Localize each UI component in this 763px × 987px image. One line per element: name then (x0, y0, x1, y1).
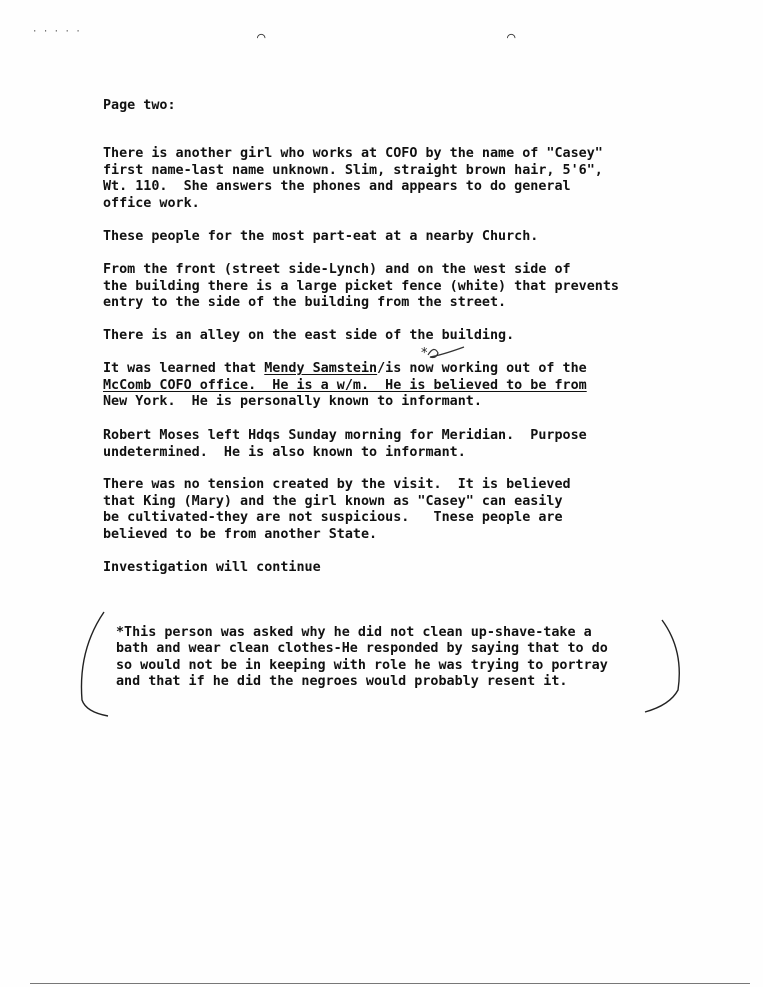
line: There was no tension created by the visit. It is believed (103, 477, 571, 492)
line: office work. (103, 195, 200, 211)
paragraph-church (103, 229, 538, 246)
underlined-name: Mendy Samstein (264, 361, 378, 376)
line: that King (Mary) and the girl known as "Casey" can easily (103, 493, 563, 509)
line: Wt. 110. She answers the phones and appears to do general (103, 179, 571, 195)
bottom-rule (30, 983, 750, 984)
paragraph-tension (103, 477, 571, 543)
line: be cultivated-they are not suspicious. Tnese people are (103, 510, 563, 526)
paragraph-fence (103, 262, 619, 312)
paragraph-casey (103, 146, 603, 212)
page-heading: Page two: (103, 98, 176, 113)
paragraph-moses (103, 428, 587, 461)
paragraph-conclusion (103, 560, 321, 577)
paragraph-samstein (103, 361, 587, 411)
line: These people for the most part-eat at a nearby Church. (103, 229, 539, 244)
hole-punch-mark-right: ⌒ (507, 29, 516, 45)
line: first name-last name unknown. Slim, straight brown hair, 5'6", (103, 162, 603, 178)
line: There is another girl who works at COFO by the name of "Casey" (103, 146, 603, 161)
left-bracket (81, 612, 108, 716)
line: entry to the side of the building from the street. (103, 295, 507, 311)
line: bath and wear clean clothes-He responded by saying that to do (116, 641, 608, 657)
text-segment: It was learned that (103, 361, 265, 376)
line: McComb COFO office. He is a w/m. He is believed to be from (103, 377, 587, 393)
right-bracket (645, 620, 679, 712)
line: undetermined. He is also known to informant. (103, 444, 466, 460)
paragraph-alley (103, 328, 514, 345)
handwritten-asterisk: * (421, 346, 428, 361)
line: and that if he did the negroes would probably resent it. (116, 674, 568, 690)
line: *This person was asked why he did not clean up-shave-take a (116, 625, 592, 640)
handwritten-scribble (428, 347, 464, 358)
line: New York. He is personally known to informant. (103, 394, 482, 410)
line: From the front (street side-Lynch) and on the west side of (103, 262, 571, 277)
line: so would not be in keeping with role he was trying to portray (116, 657, 608, 673)
line: Investigation will continue (103, 560, 321, 575)
text-segment: /is now working out of the (377, 361, 587, 376)
hole-punch-mark-left: ⌒ (257, 29, 266, 45)
line: There is an alley on the east side of the building. (103, 328, 515, 343)
line: believed to be from another State. (103, 526, 378, 542)
top-left-specks: · · · · · (32, 27, 81, 37)
line: Robert Moses left Hdqs Sunday morning for Meridian. Purpose (103, 428, 587, 443)
footnote (116, 625, 608, 691)
line: the building there is a large picket fence (white) that prevents (103, 278, 619, 294)
